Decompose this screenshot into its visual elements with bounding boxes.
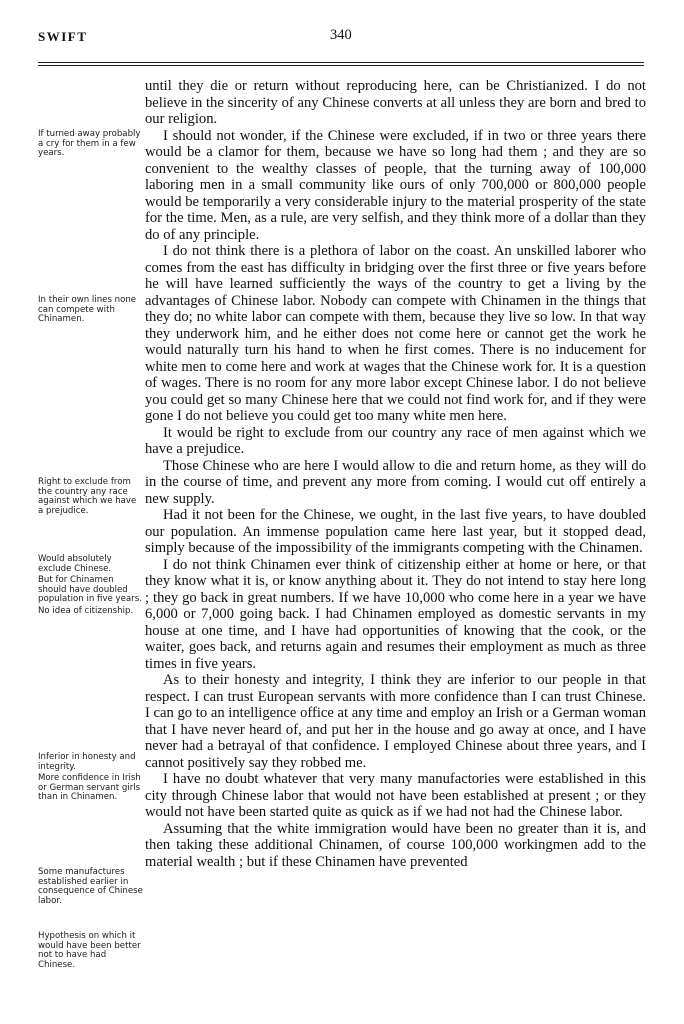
side-note: In their own lines none can compete with Chinamen. bbox=[38, 295, 137, 325]
side-note: Would absolutely exclude Chinese. bbox=[38, 554, 112, 574]
header-rule-top bbox=[38, 62, 644, 63]
paragraph: It would be right to exclude from our country any race of men against which we have a prejudice. bbox=[145, 424, 646, 457]
paragraph: I should not wonder, if the Chinese were excluded, if in two or three years there would be a clamor for them, because we have so long had them ; and they are so convenient to the wealthy classes of people, that the turning away of 100,000 laboring men in a small community like ours of only 700,000 or 800,000 people would be temporarily a very considerable injury to the material prosperity of the state for the time. Men, as a rule, are very selfish, and they think more of a dollar than they do of any principle. bbox=[145, 127, 646, 243]
side-note: But for Chinamen should have doubled population in five years. bbox=[38, 575, 142, 605]
side-note: More confidence in Irish or German servant girls than in Chinamen. bbox=[38, 773, 141, 803]
paragraph: I have no doubt whatever that very many manufactories were established in this city through Chinese labor that would not have been established at present ; or they would not have been started quite as quick as if we had not had the Chinese labor. bbox=[145, 771, 646, 820]
margin-note bbox=[38, 555, 143, 619]
paragraph: Assuming that the white immigration would have been no greater than it is, and then taking these additional Chinamen, of course 100,000 workingmen add to the material wealth ; but if these Chinamen have prevented bbox=[145, 820, 646, 870]
body-text bbox=[145, 78, 646, 870]
paragraph: until they die or return without reproducing here, can be Christianized. I do not believe in the sincerity of any Chinese converts at all unless they are born and bred to our religion. bbox=[145, 78, 646, 127]
page-number: 340 bbox=[330, 27, 352, 43]
page-header bbox=[38, 27, 646, 47]
margin-note bbox=[38, 296, 143, 327]
paragraph: Those Chinese who are here I would allow to die and return home, as they will do in the course of time, and prevent any more from coming. I would cut off entirely a new supply. bbox=[145, 457, 646, 507]
paragraph: Had it not been for the Chinese, we ought, in the last five years, to have doubled our population. An immense population came here last year, but it stopped dead, simply because of the impossibility of the immigrants competing with the Chinamen. bbox=[145, 507, 646, 556]
paragraph: I do not think Chinamen ever think of citizenship either at home or here, or that they know what it is, or know anything about it. They do not intend to stay here long ; they go back in great numbers. If we have 10,000 who come here in a year we have 6,000 or 7,000 going back. I had Chinamen employed as domestic servants in my house at one time, and I have had opportunities of knowing that the cook, or the waiter, goes back, and returns again and resumes their employment as much as three times in five years. bbox=[145, 556, 646, 672]
side-note: Some manufactures established earlier in consequence of Chinese labor. bbox=[38, 867, 143, 906]
side-note: If turned away probably a cry for them in a few years. bbox=[38, 129, 141, 159]
side-note: No idea of citizenship. bbox=[38, 605, 134, 616]
margin-note bbox=[38, 753, 143, 805]
margin-note bbox=[38, 478, 143, 518]
header-rule-bottom bbox=[38, 65, 644, 66]
margin-note bbox=[38, 932, 143, 972]
side-note: Inferior in honesty and integrity. bbox=[38, 752, 136, 772]
side-note: Hypothesis on which it would have been better not to have had Chinese. bbox=[38, 931, 141, 970]
side-note: Right to exclude from the country any race against which we have a prejudice. bbox=[38, 477, 137, 516]
paragraph: I do not think there is a plethora of labor on the coast. An unskilled laborer who comes from the east has difficulty in bridging over the first three or five years before he will have learned sufficiently the ways of the country to get a living by the advantages of Chinese labor. Nobody can compete with Chinamen in the things that they do; no white labor can compete with them, because they live so low. In that way they underwork him, and he either does not come here or cannot get the work he would naturally turn his hand to when he first comes. There is no inducement for white men to come here and work at wages that the Chinese work for. It is a question of wages. There is no room for any more labor except Chinese labor. I do not believe you could get so many Chinese here that we could not find work for, and if they were gone I do not believe you could get too many white men here. bbox=[145, 243, 646, 424]
running-title: SWIFT bbox=[38, 29, 88, 44]
paragraph: As to their honesty and integrity, I think they are inferior to our people in that respect. I can trust European servants with more confidence than I can trust Chinese. I can go to an intelligence office at any time and employ an Irish or a German woman that I have never heard of, and put her in the house and go away at once, and I have never had a betrayal of that confidence. I employed Chinese about three years, and I cannot positively say they robbed me. bbox=[145, 672, 646, 771]
margin-note bbox=[38, 130, 143, 161]
margin-note bbox=[38, 868, 143, 908]
